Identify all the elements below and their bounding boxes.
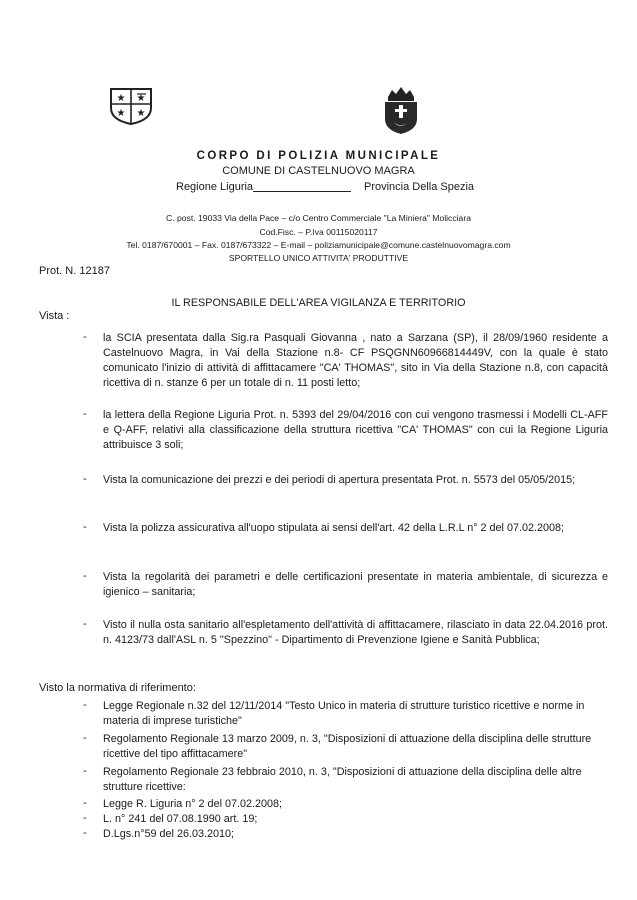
list-bullet: -: [83, 765, 87, 777]
list-bullet: -: [83, 521, 87, 533]
svg-text:★: ★: [116, 108, 126, 119]
header-divider-line: [253, 191, 351, 192]
svg-text:★: ★: [136, 108, 146, 119]
protocol-number: Prot. N. 12187: [39, 265, 110, 277]
list-bullet: -: [83, 331, 87, 343]
comune-castelnuovo-crest-icon: [380, 85, 422, 135]
address-line-2: Cod.Fisc. – P.Iva 00115020117: [259, 227, 378, 237]
list-bullet: -: [83, 570, 87, 582]
normativa-item: Legge Regionale n.32 del 12/11/2014 "Testo Unico in materia di strutture turistico ricettive e norme in materia di imprese turistiche": [103, 700, 585, 727]
svg-text:★: ★: [116, 93, 126, 104]
list-bullet: -: [83, 699, 87, 711]
list-bullet: -: [83, 408, 87, 420]
vista-item: Vista la regolarità dei parametri e delle certificazioni presentate in materia ambientale, di sicurezza e igienico – sanitaria;: [103, 571, 608, 598]
vista-item: Visto il nulla osta sanitario all'espletamento dell'attività di affittacamere, rilasciato in data 22.04.2016 prot. n. 4123/73 dall'ASL n. 5 "Spezzino" - Dipartimento di Prevenzione Igiene e Sanità Pubblica;: [103, 619, 608, 646]
vista-item: Vista la comunicazione dei prezzi e dei periodi di apertura presentata Prot. n. 5573 del 05/05/2015;: [103, 474, 576, 486]
svg-text:★: ★: [136, 93, 146, 104]
provincia-label: Provincia Della Spezia: [364, 181, 475, 193]
list-bullet: -: [83, 827, 87, 839]
list-bullet: -: [83, 797, 87, 809]
vista-label: Vista :: [39, 310, 70, 322]
address-line-1: C. post. 19033 Via della Pace – c/o Centro Commerciale "La Miniera" Molicciara: [166, 213, 471, 223]
normativa-label: Visto la normativa di riferimento:: [39, 682, 196, 694]
normativa-item: L. n° 241 del 07.08.1990 art. 19;: [103, 813, 258, 825]
regione-liguria-crest-icon: [108, 86, 154, 126]
vista-item: Vista la polizza assicurativa all'uopo stipulata ai sensi dell'art. 42 della L.R.L n° 2 del 07.02.2008;: [103, 522, 564, 534]
normativa-item: Regolamento Regionale 23 febbraio 2010, n. 3, "Disposizioni di attuazione della disciplina delle altre strutture ricettive:: [103, 766, 582, 793]
list-bullet: -: [83, 473, 87, 485]
normativa-item: D.Lgs.n°59 del 26.03.2010;: [103, 828, 234, 840]
corps-title: CORPO DI POLIZIA MUNICIPALE: [196, 150, 441, 162]
normativa-item: Legge R. Liguria n° 2 del 07.02.2008;: [103, 798, 283, 810]
list-bullet: -: [83, 812, 87, 824]
vista-item: la SCIA presentata dalla Sig.ra Pasquali Giovanna , nato a Sarzana (SP), il 28/09/1960 residente a Castelnuovo Magra, in Vai della Stazione n.8- CF PSQGNN60966814449V, con la quale è stato comunicato l'inizio di attività di affittacamere "CA' THOMAS", sito in Via della Stazione n.8, con capacità ricettiva di n. stanze 6 per un totale di n. 11 posti letto;: [103, 332, 608, 389]
vista-item: la lettera della Regione Liguria Prot. n. 5393 del 29/04/2016 con cui vengono trasmessi i Modelli CL-AFF e Q-AFF, relativi alla classificazione della struttura ricettiva "CA' THOMAS" con cui la Regione Liguria attribuisce 3 soli;: [103, 409, 608, 451]
list-bullet: -: [83, 732, 87, 744]
responsabile-heading: IL RESPONSABILE DELL'AREA VIGILANZA E TERRITORIO: [171, 297, 466, 309]
address-line-3: Tel. 0187/670001 – Fax. 0187/673322 – E-mail – poliziamunicipale@comune.castelnuovomagra.com: [126, 240, 511, 250]
normativa-item: Regolamento Regionale 13 marzo 2009, n. 3, "Disposizioni di attuazione della disciplina delle strutture ricettive del tipo affittacamere": [103, 733, 592, 760]
list-bullet: -: [83, 618, 87, 630]
comune-title: COMUNE DI CASTELNUOVO MAGRA: [222, 165, 415, 177]
address-line-4: SPORTELLO UNICO ATTIVITA' PRODUTTIVE: [228, 253, 409, 263]
regione-label: Regione Liguria: [176, 181, 254, 193]
